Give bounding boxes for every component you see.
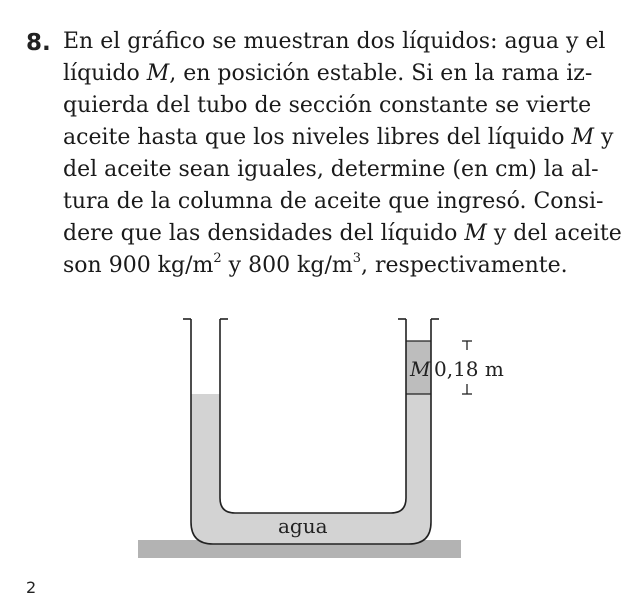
statement-line bbox=[63, 90, 603, 122]
statement-text: tura de la columna de aceite que ingresó. Consi- bbox=[63, 189, 604, 214]
statement-line bbox=[63, 218, 622, 250]
statement-line bbox=[63, 26, 606, 58]
superscript: 2 bbox=[213, 250, 222, 266]
statement-text: son 900 kg/m bbox=[63, 253, 214, 278]
statement-line bbox=[63, 58, 603, 90]
tube-outer-wall bbox=[191, 319, 431, 544]
statement-text: quierda del tubo de sección constante se vierte bbox=[63, 93, 592, 118]
statement-text: En el gráfico se muestran dos líquidos: agua y el bbox=[63, 29, 606, 54]
statement-text: , en posición estable. Si en la rama iz- bbox=[169, 61, 593, 86]
italic-symbol: M bbox=[146, 61, 170, 86]
statement-text: y bbox=[594, 125, 614, 150]
italic-symbol: M bbox=[464, 221, 487, 246]
statement-text: del aceite sean iguales, determine (en cm) la al- bbox=[63, 157, 599, 182]
statement-text: y del aceite bbox=[486, 221, 622, 246]
italic-symbol: M bbox=[571, 125, 595, 150]
statement-text: aceite hasta que los niveles libres del líquido bbox=[63, 125, 572, 150]
problem-number: 8. bbox=[26, 30, 51, 56]
statement-text: líquido bbox=[63, 61, 147, 86]
tube-inner-wall bbox=[220, 319, 406, 513]
page-number: 2 bbox=[26, 578, 37, 597]
statement-text: dere que las densidades del líquido bbox=[63, 221, 465, 246]
statement-text: , respectivamente. bbox=[361, 253, 568, 278]
height-label: 0,18 m bbox=[434, 357, 504, 381]
u-tube-figure bbox=[0, 300, 624, 570]
statement-line bbox=[63, 122, 614, 154]
statement-line bbox=[63, 154, 603, 186]
problem-statement bbox=[63, 26, 622, 282]
statement-text: y 800 kg/m bbox=[221, 253, 353, 278]
statement-line bbox=[63, 186, 603, 218]
u-tube-diagram bbox=[0, 300, 624, 570]
superscript: 3 bbox=[352, 250, 362, 266]
statement-line bbox=[63, 250, 603, 282]
liquid-m-label: M bbox=[410, 357, 431, 381]
water-label: agua bbox=[278, 514, 328, 538]
